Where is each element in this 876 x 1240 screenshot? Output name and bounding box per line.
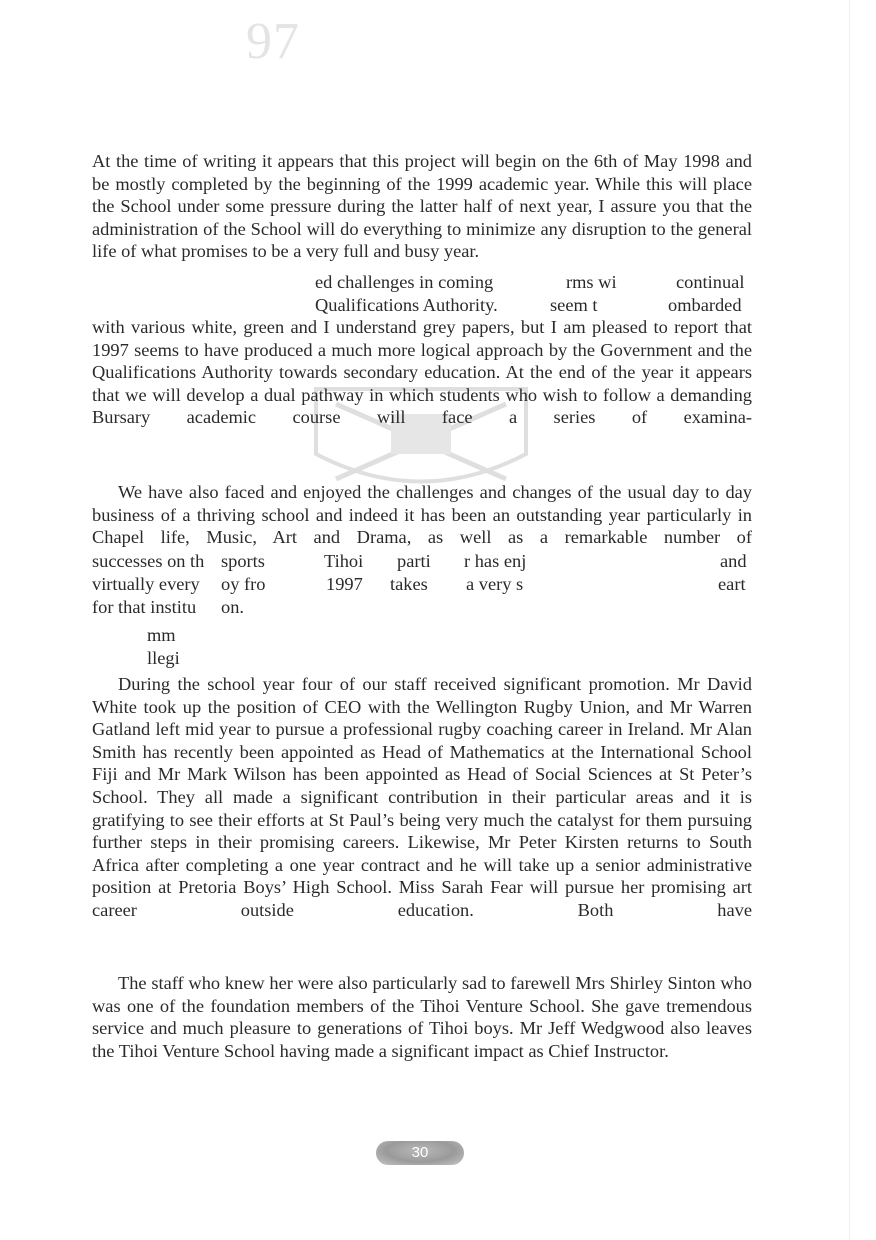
- fragment-text: on.: [221, 597, 244, 617]
- fragment-text: Tihoi: [324, 551, 364, 571]
- paragraph-building-project: At the time of writing it appears that this project will begin on the 6th of May 1998 and be mostly completed by the beginning of the 1999 academic year. While this will place the School under some pressure during the latter half of next year, I assure you that the administration of the School will do everything to minimize any disruption to the general life of what promises to be a very full and busy year.: [92, 151, 752, 262]
- fragment-text: mm: [147, 625, 176, 645]
- fragment-text: a very s: [466, 574, 524, 594]
- paragraph-staff-promotion: During the school year four of our staff received significant promotion. Mr David White took up the position of CEO with the Wellington Rugby Union, and Mr Warren Gatland left mid year to pursue a professional rugby coaching career in Ireland. Mr Alan Smith has recently been appointed as Head of Mathematics at the International School Fiji and Mr Mark Wilson has been appointed as Head of Social Sciences at St Peter’s School. They all made a significant contribution in their particular areas and it is gratifying to see their efforts at St Paul’s being very much the catalyst for them pursuing further steps in their promising careers. Likewise, Mr Peter Kirsten returns to South Africa after completing a one year contract and he will take up a senior administrative position at Pretoria Boys’ High School. Miss Sarah Fear will pursue her promising art career outside education. Both have: [92, 674, 752, 920]
- page-edge-line: [849, 0, 850, 1240]
- fragment-text: llegi: [147, 648, 180, 668]
- fragment-text: rms wi: [566, 272, 617, 292]
- fragment-text: seem t: [550, 295, 598, 315]
- fragment-text: Qualifications Authority.: [315, 295, 498, 315]
- fragment-text: r has enj: [464, 551, 527, 571]
- fragment-text: for that institu: [92, 597, 197, 617]
- fragment-text: oy fro: [221, 574, 266, 594]
- fragment-text: successes on th: [92, 551, 205, 571]
- fragment-text: 1997: [326, 574, 363, 594]
- paragraph-qualifications: with various white, green and I understand grey papers, but I am pleased to report that 1997 seems to have produced a much more logical approach by the Government and the Qualifications Authority towards secondary education. At the end of the year it appears that we will develop a dual pathway in which students who wish to follow a demanding Bursary academic course will face a series of examina-: [92, 317, 752, 428]
- fragment-text: parti: [397, 551, 431, 571]
- fragment-text: eart: [718, 574, 746, 594]
- fragment-text: and: [720, 551, 747, 571]
- fragment-text: takes: [390, 574, 428, 594]
- paragraph-school-business: We have also faced and enjoyed the challenges and changes of the usual day to day business of a thriving school and indeed it has been an outstanding year particularly in Chapel life, Music, Art and Drama, as well as a remarkable number of: [92, 482, 752, 548]
- fragment-text: virtually every: [92, 574, 200, 594]
- fragment-text: continual: [676, 272, 745, 292]
- fragment-text: ombarded: [668, 295, 742, 315]
- page-number: 30: [376, 1141, 464, 1165]
- fragment-text: ed challenges in coming: [315, 272, 494, 292]
- year-watermark: 97: [246, 13, 300, 70]
- fragment-text: sports: [221, 551, 265, 571]
- paragraph-staff-farewell: The staff who knew her were also particularly sad to farewell Mrs Shirley Sinton who was one of the foundation members of the Tihoi Venture School. She gave tremendous service and much pleasure to generations of Tihoi boys. Mr Jeff Wedgwood also leaves the Tihoi Venture School having made a significant impact as Chief Instructor.: [92, 973, 752, 1061]
